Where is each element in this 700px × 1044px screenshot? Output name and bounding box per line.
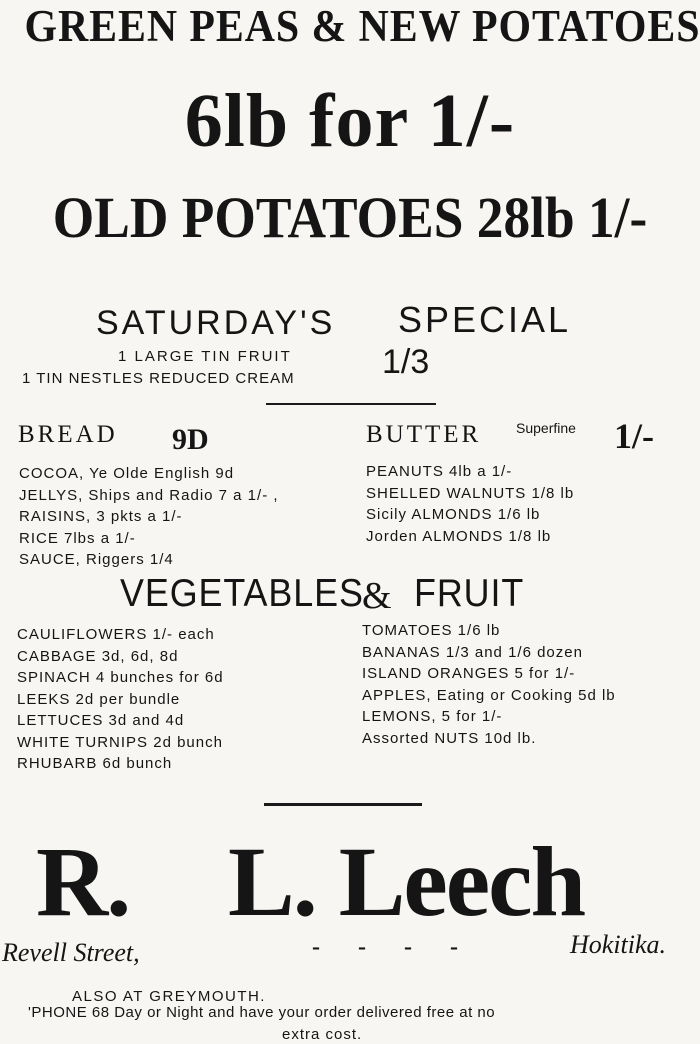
veg-heading-amp: & — [362, 575, 392, 617]
list-item: RAISINS, 3 pkts a 1/- — [19, 508, 183, 525]
special-divider — [266, 403, 436, 405]
special-title-left: SATURDAY'S — [96, 304, 336, 342]
list-item: CAULIFLOWERS 1/- each — [17, 626, 215, 643]
grocery-right-list — [366, 461, 574, 547]
butter-price: 1/- — [614, 416, 654, 456]
grocery-left-list — [19, 463, 279, 571]
list-item: LETTUCES 3d and 4d — [17, 712, 185, 729]
merchant-town: Hokitika. — [570, 930, 667, 959]
veg-left-list — [17, 624, 224, 775]
list-item: WHITE TURNIPS 2d bunch — [17, 733, 223, 751]
list-item: SAUCE, Riggers 1/4 — [19, 551, 174, 568]
bread-label: BREAD — [18, 421, 118, 448]
list-item: TOMATOES 1/6 lb — [362, 622, 501, 639]
special-item-2: 1 TIN NESTLES REDUCED CREAM — [22, 370, 295, 387]
list-item: LEEKS 2d per bundle — [17, 690, 181, 708]
list-item: Jorden ALMONDS 1/8 lb — [366, 527, 552, 545]
butter-note: Superfine — [516, 420, 576, 436]
headline-green-peas: GREEN PEAS & NEW POTATOES — [24, 1, 700, 51]
list-item: PEANUTS 4lb a 1/- — [366, 463, 513, 480]
list-item: Assorted NUTS 10d lb. — [362, 729, 537, 747]
bread-price: 9D — [172, 423, 209, 456]
special-title-right: SPECIAL — [398, 299, 572, 340]
merchant-street: Revell Street, — [2, 938, 140, 967]
list-item: CABBAGE 3d, 6d, 8d — [17, 647, 179, 665]
butter-label: BUTTER — [366, 421, 482, 448]
merchant-divider — [264, 803, 422, 806]
list-item: BANANAS 1/3 and 1/6 dozen — [362, 643, 583, 661]
list-item: Sicily ALMONDS 1/6 lb — [366, 506, 541, 523]
merchant-initial: R. — [36, 826, 130, 937]
list-item: ISLAND ORANGES 5 for 1/- — [362, 665, 576, 682]
merchant-name: L. Leech — [228, 826, 585, 937]
list-item: LEMONS, 5 for 1/- — [362, 708, 503, 725]
list-item: SHELLED WALNUTS 1/8 lb — [366, 484, 575, 502]
fruit-right-list — [362, 620, 616, 749]
list-item: APPLES, Eating or Cooking 5d lb — [362, 686, 616, 704]
list-item: JELLYS, Ships and Radio 7 a 1/- , — [19, 486, 279, 504]
special-item-1: 1 LARGE TIN FRUIT — [118, 348, 292, 365]
list-item: RHUBARB 6d bunch — [17, 755, 173, 772]
veg-heading-left: VEGETABLES — [120, 572, 364, 615]
list-item: RICE 7lbs a 1/- — [19, 529, 136, 547]
list-item: COCOA, Ye Olde English 9d — [19, 465, 235, 482]
list-item: SPINACH 4 bunches for 6d — [17, 669, 224, 686]
footer-line-3: extra cost. — [282, 1026, 363, 1043]
veg-heading-right: FRUIT — [414, 572, 525, 615]
footer-line-1: ALSO AT GREYMOUTH. — [72, 988, 266, 1005]
footer-line-2: 'PHONE 68 Day or Night and have your order delivered free at no — [28, 1004, 496, 1021]
special-price: 1/3 — [382, 343, 430, 381]
headline-old-potatoes: OLD POTATOES 28lb 1/- — [52, 185, 648, 250]
merchant-dashes: - - - - — [312, 934, 474, 960]
headline-price: 6lb for 1/- — [184, 79, 516, 163]
